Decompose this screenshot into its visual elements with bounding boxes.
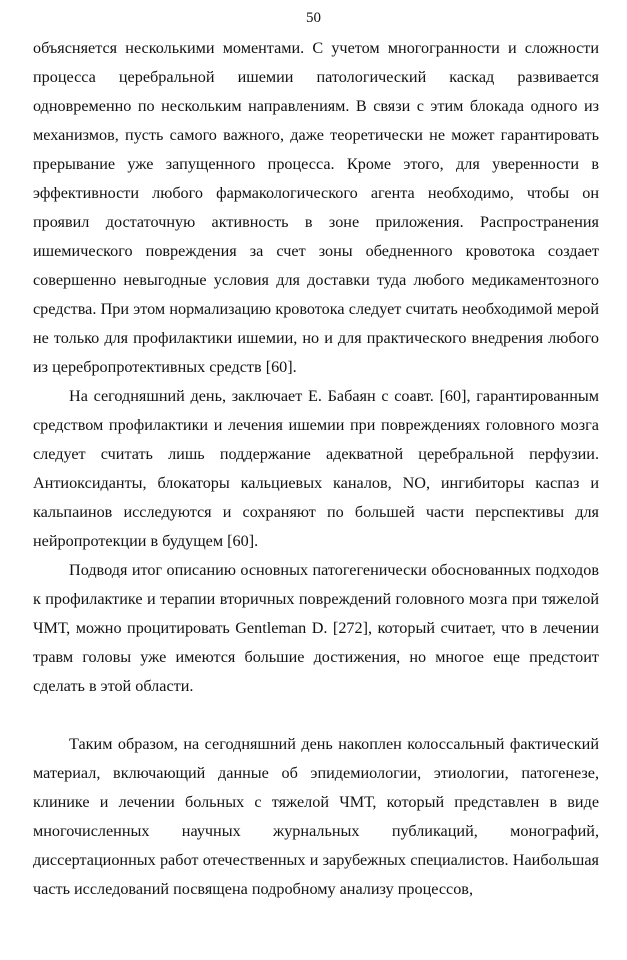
paragraph-babayan: На сегодняшний день, заключает Е. Бабаян с соавт. [60], гарантированным средством профилактики и лечения ишемии при повреждениях головного мозга следует считать лишь поддержание адекватной церебральной перфузии. Антиоксиданты, блокаторы кальциевых каналов, NO, ингибиторы каспаз и кальпаинов исследуются и сохраняют по большей части перспективы для нейропротекции в будущем [60]. bbox=[33, 387, 599, 550]
page-number: 50 bbox=[306, 10, 321, 26]
paragraph-summary: Подводя итог описанию основных патогегенически обоснованных подходов к профилактике и терапии вторичных повреждений головного мозга при тяжелой ЧМТ, можно процитировать Gentleman D. [272], который считает, что в лечении травм головы уже имеются большие достижения, но многое еще предстоит сделать в этой области. bbox=[33, 561, 599, 695]
body-text-upper bbox=[33, 34, 599, 701]
paragraph-continuation: объясняется несколькими моментами. С учетом многогранности и сложности процесса церебральной ишемии патологический каскад развивается одновременно по нескольким направлениям. В связи с этим блокада одного из механизмов, пусть самого важного, даже теоретически не может гарантировать прерывание уже запущенного процесса. Кроме этого, для уверенности в эффективности любого фармакологического агента необходимо, чтобы он проявил достаточную активность в зоне приложения. Распространения ишемического повреждения за счет зоны обедненного кровотока создает совершенно невыгодные условия для доставки туда любого медикаментозного средства. При этом нормализацию кровотока следует считать необходимой мерой не только для профилактики ишемии, но и для практического внедрения любого из церебропротективных средств [60]. bbox=[33, 39, 599, 376]
paragraph-conclusion: Таким образом, на сегодняшний день накоплен колоссальный фактический материал, включающий данные об эпидемиологии, этиологии, патогенезе, клинике и лечении больных с тяжелой ЧМТ, который представлен в виде многочисленных научных журнальных публикаций, монографий, диссертационных работ отечественных и зарубежных специалистов. Наибольшая часть исследований посвящена подробному анализу процессов, bbox=[33, 735, 599, 898]
body-text-lower bbox=[33, 730, 599, 904]
